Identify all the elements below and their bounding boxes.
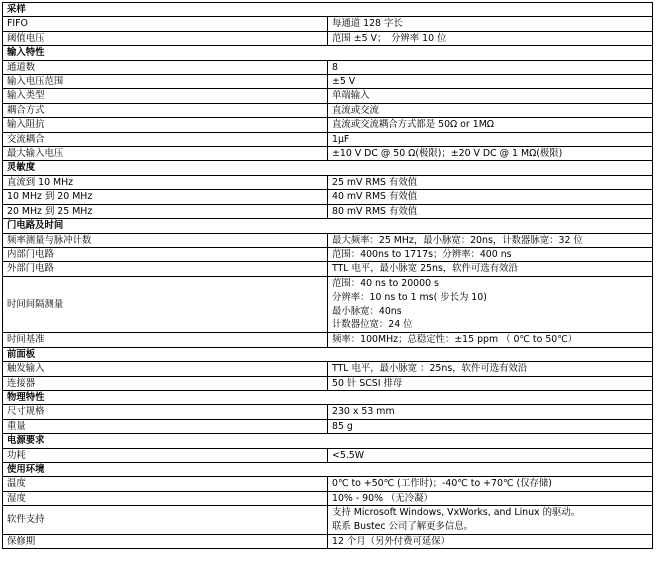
section-header-row xyxy=(3,347,653,361)
spec-value xyxy=(328,276,653,333)
section-title: 前面板 xyxy=(3,347,653,361)
spec-row xyxy=(3,491,653,505)
spec-value: <5.5W xyxy=(328,448,653,462)
spec-label: 外部门电路 xyxy=(3,262,328,276)
spec-value xyxy=(328,506,653,535)
spec-row xyxy=(3,190,653,204)
spec-row xyxy=(3,333,653,347)
section-header-row xyxy=(3,46,653,60)
spec-label: 输入类型 xyxy=(3,89,328,103)
section-title: 采样 xyxy=(3,3,653,17)
spec-label: 重量 xyxy=(3,419,328,433)
section-title: 灵敏度 xyxy=(3,161,653,175)
spec-label: 温度 xyxy=(3,477,328,491)
spec-row xyxy=(3,362,653,376)
section-header-row xyxy=(3,161,653,175)
spec-row xyxy=(3,247,653,261)
spec-value: 8 xyxy=(328,60,653,74)
spec-label: 频率测量与脉冲计数 xyxy=(3,233,328,247)
spec-row xyxy=(3,262,653,276)
spec-row xyxy=(3,31,653,45)
spec-label: FIFO xyxy=(3,17,328,31)
spec-value: 85 g xyxy=(328,419,653,433)
spec-value: 范围 ±5 V； 分辨率 10 位 xyxy=(328,31,653,45)
spec-row xyxy=(3,204,653,218)
spec-row xyxy=(3,448,653,462)
spec-value: 40 mV RMS 有效值 xyxy=(328,190,653,204)
spec-row xyxy=(3,535,653,549)
spec-value-line: 联系 Bustec 公司了解更多信息。 xyxy=(332,521,473,533)
spec-row xyxy=(3,376,653,390)
spec-label: 10 MHz 到 20 MHz xyxy=(3,190,328,204)
spec-label: 保修期 xyxy=(3,535,328,549)
spec-label: 功耗 xyxy=(3,448,328,462)
spec-value: 1μF xyxy=(328,132,653,146)
spec-label: 最大输入电压 xyxy=(3,147,328,161)
spec-value: 单端输入 xyxy=(328,89,653,103)
spec-value: 50 针 SCSI 排母 xyxy=(328,376,653,390)
spec-row xyxy=(3,17,653,31)
section-title: 电源要求 xyxy=(3,434,653,448)
spec-label: 输入阻抗 xyxy=(3,118,328,132)
section-header-row xyxy=(3,434,653,448)
spec-value: 80 mV RMS 有效值 xyxy=(328,204,653,218)
spec-value: 最大频率：25 MHz，最小脉宽：20ns，计数器脉宽：32 位 xyxy=(328,233,653,247)
section-header-row xyxy=(3,219,653,233)
spec-label: 交流耦合 xyxy=(3,132,328,146)
spec-value: 230 x 53 mm xyxy=(328,405,653,419)
spec-label: 时间间隔测量 xyxy=(3,276,328,333)
spec-row xyxy=(3,175,653,189)
spec-row xyxy=(3,147,653,161)
spec-row xyxy=(3,506,653,535)
spec-label: 通道数 xyxy=(3,60,328,74)
spec-value: TTL 电平，最小脉宽 ：25ns，软件可选有效沿 xyxy=(328,362,653,376)
spec-value-line: 分辨率：10 ns to 1 ms( 步长为 10) xyxy=(332,291,487,303)
spec-value: 25 mV RMS 有效值 xyxy=(328,175,653,189)
section-title: 输入特性 xyxy=(3,46,653,60)
spec-value-line: 范围：40 ns to 20000 s xyxy=(332,277,439,289)
spec-row xyxy=(3,75,653,89)
spec-value: 10% - 90% （无冷凝） xyxy=(328,491,653,505)
spec-label: 输入电压范围 xyxy=(3,75,328,89)
spec-value: 直流或交流耦合方式都是 50Ω or 1MΩ xyxy=(328,118,653,132)
spec-value: 直流或交流 xyxy=(328,103,653,117)
spec-value-line: 最小脉宽：40ns xyxy=(332,305,402,317)
spec-row xyxy=(3,419,653,433)
section-header-row xyxy=(3,3,653,17)
spec-label: 20 MHz 到 25 MHz xyxy=(3,204,328,218)
spec-value: ±5 V xyxy=(328,75,653,89)
spec-row xyxy=(3,477,653,491)
spec-value: 12 个月（另外付费可延保） xyxy=(328,535,653,549)
spec-table xyxy=(2,2,653,549)
spec-label: 内部门电路 xyxy=(3,247,328,261)
spec-label: 耦合方式 xyxy=(3,103,328,117)
spec-row xyxy=(3,60,653,74)
spec-label: 触发输入 xyxy=(3,362,328,376)
spec-label: 连接器 xyxy=(3,376,328,390)
section-title: 物理特性 xyxy=(3,390,653,404)
spec-row xyxy=(3,103,653,117)
spec-value-line: 计数器位宽：24 位 xyxy=(332,319,413,331)
spec-row xyxy=(3,89,653,103)
spec-value: 0℃ to +50℃ (工作时)；-40℃ to +70℃ (仅存储) xyxy=(328,477,653,491)
spec-label: 湿度 xyxy=(3,491,328,505)
spec-value: 每通道 128 字长 xyxy=(328,17,653,31)
spec-label: 阈值电压 xyxy=(3,31,328,45)
spec-value: 频率：100MHz；总稳定性：±15 ppm （ 0℃ to 50℃） xyxy=(328,333,653,347)
spec-value: TTL 电平，最小脉宽 25ns，软件可选有效沿 xyxy=(328,262,653,276)
section-title: 使用环境 xyxy=(3,463,653,477)
spec-label: 直流到 10 MHz xyxy=(3,175,328,189)
section-header-row xyxy=(3,463,653,477)
spec-row xyxy=(3,405,653,419)
spec-row xyxy=(3,132,653,146)
spec-label: 软件支持 xyxy=(3,506,328,535)
spec-label: 尺寸规格 xyxy=(3,405,328,419)
spec-row xyxy=(3,233,653,247)
spec-label: 时间基准 xyxy=(3,333,328,347)
section-title: 门电路及时间 xyxy=(3,219,653,233)
spec-value-line: 支持 Microsoft Windows, VxWorks, and Linux 的驱动。 xyxy=(332,507,581,519)
spec-table-body xyxy=(3,3,653,549)
spec-value: 范围：400ns to 1717s；分辨率：400 ns xyxy=(328,247,653,261)
spec-row xyxy=(3,276,653,333)
section-header-row xyxy=(3,390,653,404)
spec-row xyxy=(3,118,653,132)
spec-value: ±10 V DC @ 50 Ω(极限)；±20 V DC @ 1 MΩ(极限) xyxy=(328,147,653,161)
